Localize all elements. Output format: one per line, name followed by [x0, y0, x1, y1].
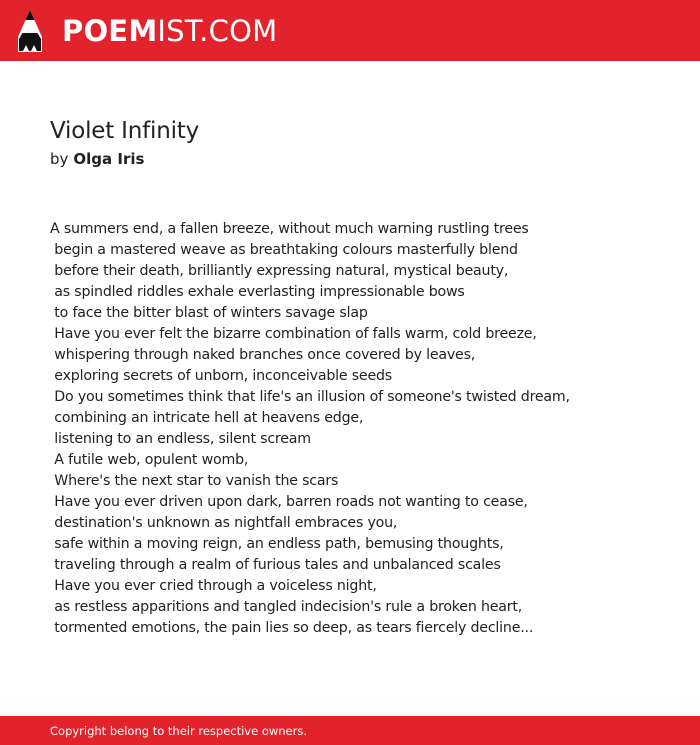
poem-line: before their death, brilliantly expressing natural, mystical beauty, [50, 263, 509, 279]
author-name: Olga Iris [73, 150, 145, 168]
poem-line: combining an intricate hell at heavens edge, [50, 410, 364, 426]
poem-line: Have you ever felt the bizarre combination of falls warm, cold breeze, [50, 326, 537, 342]
poem-line: as restless apparitions and tangled indecision's rule a broken heart, [50, 599, 523, 615]
poem-title: Violet Infinity [50, 118, 200, 144]
poem-line: safe within a moving reign, an endless path, bemusing thoughts, [50, 536, 504, 552]
poem-line: tormented emotions, the pain lies so deep, as tears fiercely decline... [50, 620, 534, 636]
site-brand [62, 13, 278, 48]
by-label: by [50, 150, 69, 168]
poem-line: Have you ever driven upon dark, barren roads not wanting to cease, [50, 494, 528, 510]
poem-line: exploring secrets of unborn, inconceivable seeds [50, 368, 392, 384]
site-header [0, 0, 700, 61]
copyright-text: Copyright belong to their respective owners. [50, 724, 308, 738]
pencil-icon [17, 9, 43, 53]
poem-line: listening to an endless, silent scream [50, 431, 311, 447]
brand-bold: POEM [62, 13, 158, 48]
poem-line: Have you ever cried through a voiceless night, [50, 578, 377, 594]
poem-line: destination's unknown as nightfall embraces you, [50, 515, 398, 531]
poem-line: whispering through naked branches once covered by leaves, [50, 347, 476, 363]
poem-header [50, 115, 670, 170]
poem-line: A futile web, opulent womb, [50, 452, 249, 468]
brand-light: IST.COM [157, 13, 278, 48]
poem-line: begin a mastered weave as breathtaking colours masterfully blend [50, 242, 518, 258]
poem-line: traveling through a realm of furious tales and unbalanced scales [50, 557, 501, 573]
poem-line: as spindled riddles exhale everlasting impressionable bows [50, 284, 465, 300]
site-logo-link[interactable] [17, 9, 277, 53]
poem-line: Where's the next star to vanish the scars [50, 473, 339, 489]
byline [50, 148, 670, 170]
poem-line: to face the bitter blast of winters savage slap [50, 305, 368, 321]
poem-body [50, 219, 670, 639]
site-footer [0, 716, 700, 745]
poem-line: A summers end, a fallen breeze, without much warning rustling trees [50, 221, 529, 237]
poem-line: Do you sometimes think that life's an illusion of someone's twisted dream, [50, 389, 570, 405]
